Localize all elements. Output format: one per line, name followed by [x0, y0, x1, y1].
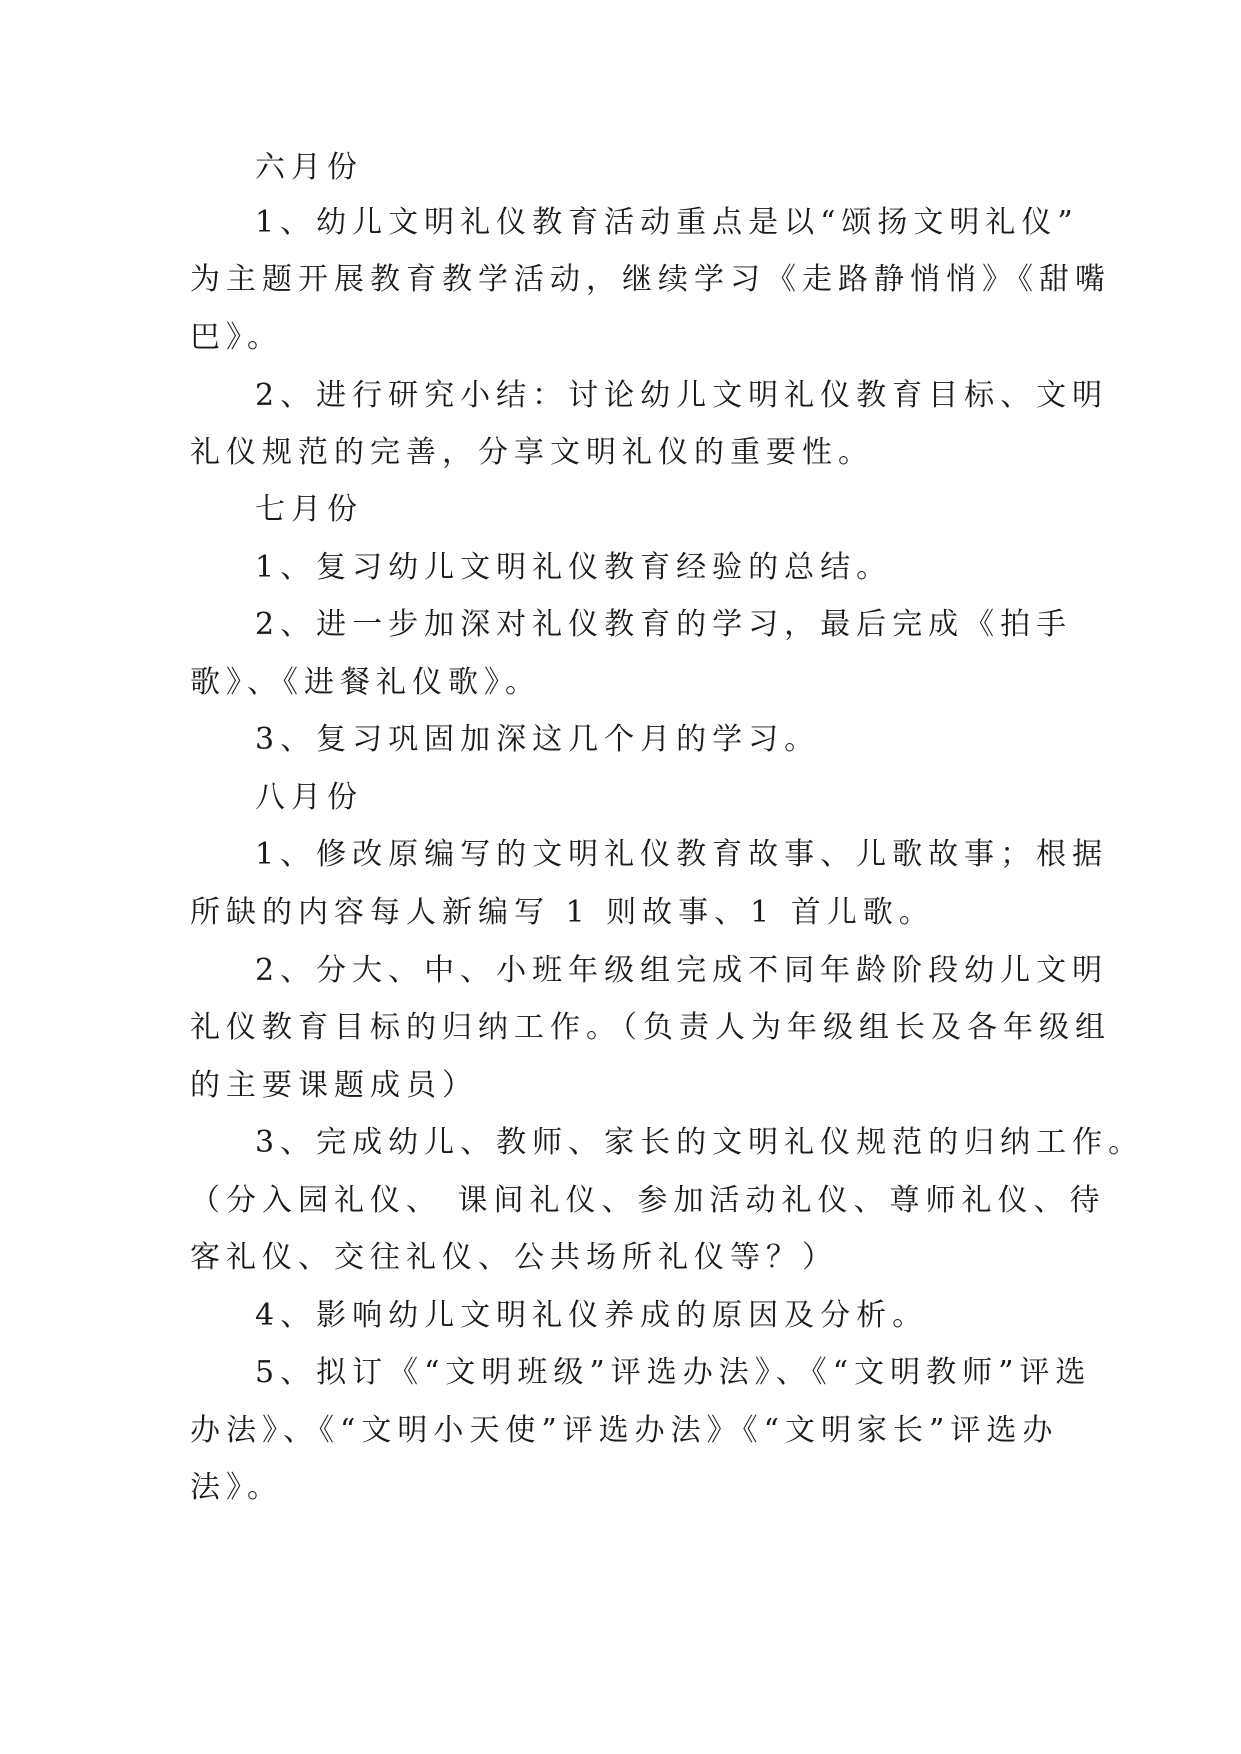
- paragraph-line: 办法》、《“文明小天使”评选办法》《“文明家长”评选办: [190, 1413, 1059, 1448]
- paragraph-line: 歌》、《进餐礼仪歌》。: [190, 665, 541, 700]
- paragraph-line: 所缺的内容每人新编写 1 则故事、1 首儿歌。: [190, 895, 935, 930]
- paragraph-line: 1、复习幼儿文明礼仪教育经验的总结。: [255, 550, 893, 585]
- heading-august: 八月份: [255, 780, 363, 815]
- paragraph-line: 3、完成幼儿、教师、家长的文明礼仪规范的归纳工作。: [255, 1125, 1145, 1160]
- paragraph-line: 1、幼儿文明礼仪教育活动重点是以“颂扬文明礼仪”: [255, 205, 1079, 240]
- paragraph-line: 2、分大、中、小班年级组完成不同年龄阶段幼儿文明: [255, 953, 1109, 988]
- paragraph-line: 4、影响幼儿文明礼仪养成的原因及分析。: [255, 1298, 929, 1333]
- paragraph-line: 法》。: [190, 1470, 283, 1505]
- paragraph-line: 3、复习巩固加深这几个月的学习。: [255, 722, 821, 757]
- paragraph-line: 5、拟订《“文明班级”评选办法》、《“文明教师”评选: [255, 1355, 1092, 1390]
- paragraph-line: 客礼仪、交往礼仪、公共场所礼仪等？）: [190, 1240, 838, 1275]
- heading-june: 六月份: [255, 150, 363, 185]
- paragraph-line: 的主要课题成员）: [190, 1068, 478, 1103]
- paragraph-line: 2、进一步加深对礼仪教育的学习，最后完成《拍手: [255, 607, 1073, 642]
- paragraph-line: 礼仪规范的完善，分享文明礼仪的重要性。: [190, 435, 874, 470]
- paragraph-line: 1、修改原编写的文明礼仪教育故事、儿歌故事；根据: [255, 837, 1109, 872]
- paragraph-line: 为主题开展教育教学活动，继续学习《走路静悄悄》《甜嘴: [190, 262, 1111, 297]
- paragraph-line: 巴》。: [190, 320, 283, 355]
- paragraph-line: 2、进行研究小结：讨论幼儿文明礼仪教育目标、文明: [255, 378, 1109, 413]
- paragraph-line: 礼仪教育目标的归纳工作。（负责人为年级组长及各年级组: [190, 1010, 1111, 1045]
- heading-july: 七月份: [255, 492, 363, 527]
- paragraph-line: （分入园礼仪、 课间礼仪、参加活动礼仪、尊师礼仪、待: [190, 1183, 1106, 1218]
